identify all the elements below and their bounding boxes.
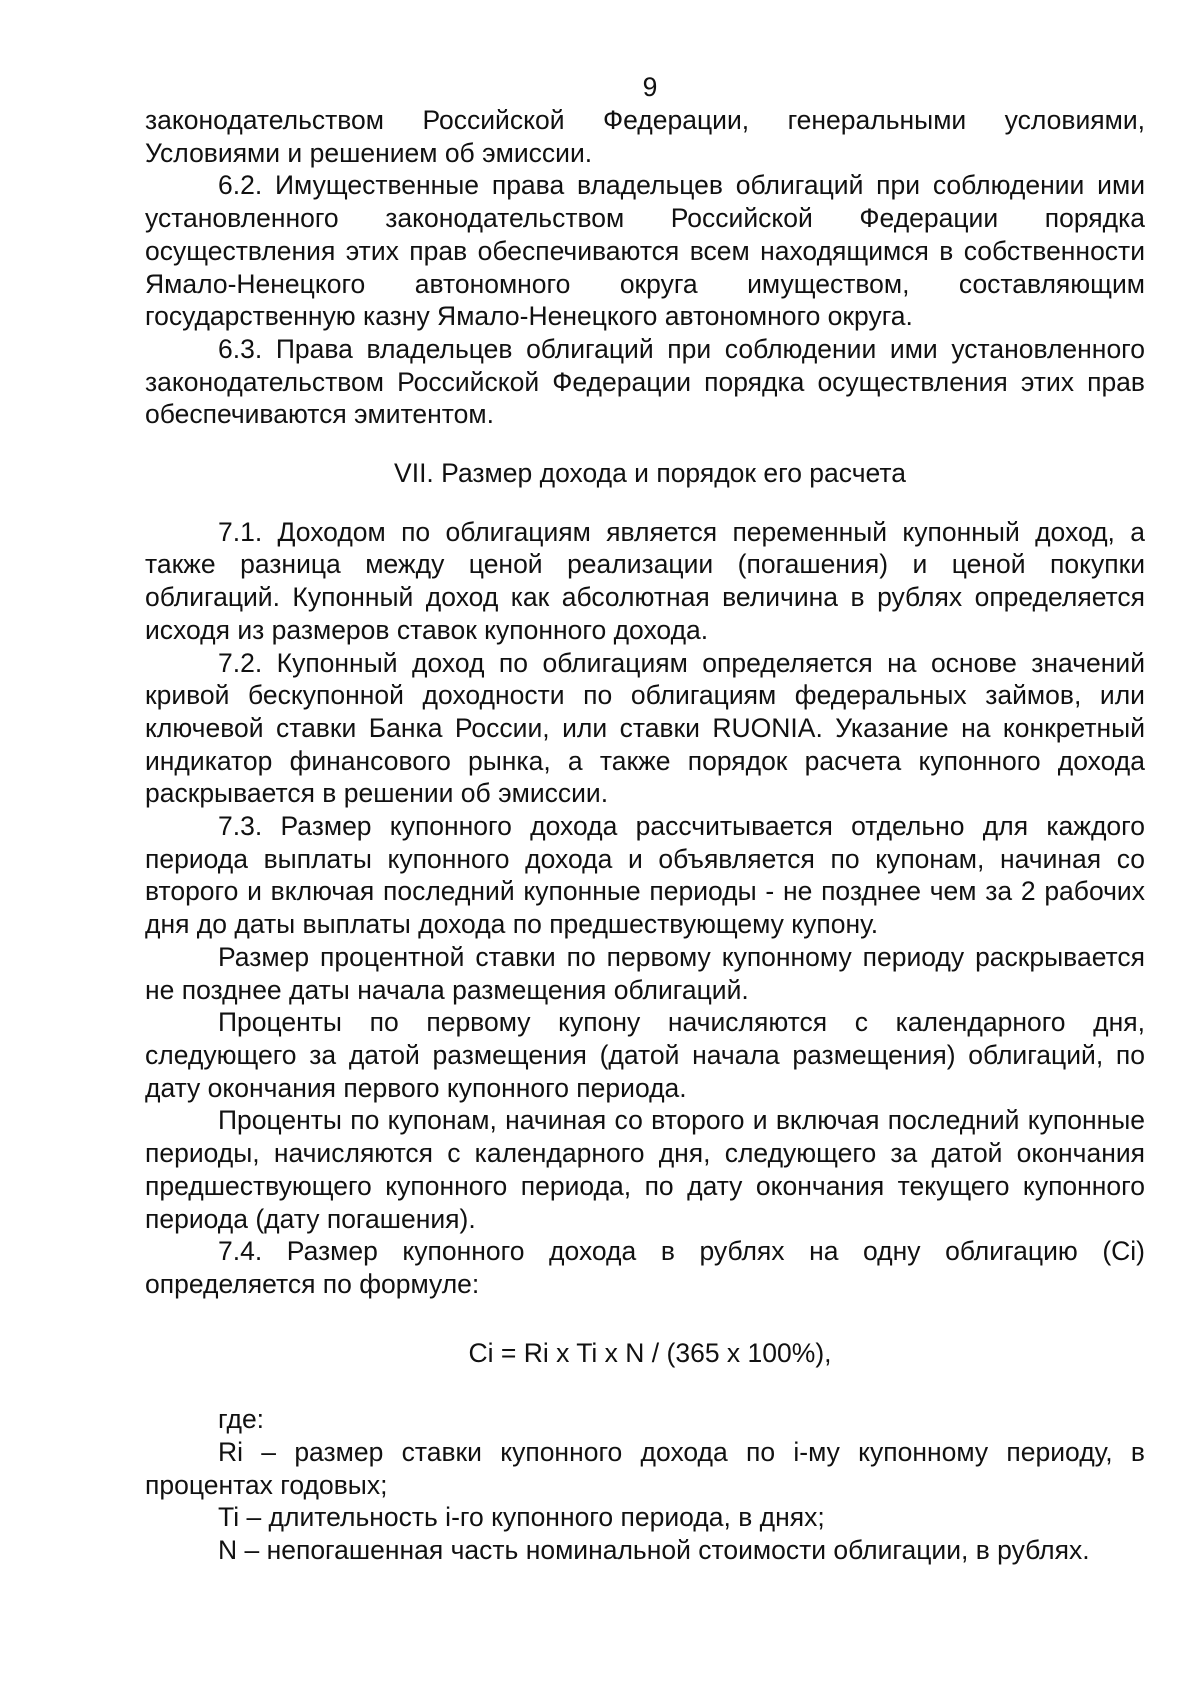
definition-ri: Ri – размер ставки купонного дохода по i-му купонному периоду, в процентах годовых; [145,1437,1145,1500]
paragraph-continuation: законодательством Российской Федерации, генеральными условиями, Условиями и решением об эмиссии. [145,105,1145,168]
paragraph-7-1: 7.1. Доходом по облигациям является переменный купонный доход, а также разница между ценой реализации (погашения) и ценой покупки облигаций. Купонный доход как абсолютная величина в рублях определяется исходя из размеров ставок купонного дохода. [145,516,1145,645]
where-label: где: [218,1404,265,1435]
coupon-formula: Ci = Ri x Ti x N / (365 x 100%), [468,1337,832,1368]
definition-n: N – непогашенная часть номинальной стоимости облигации, в рублях. [218,1535,1090,1566]
paragraph-first-coupon-rate: Размер процентной ставки по первому купонному периоду раскрывается не позднее даты начала размещения облигаций. [145,941,1145,1005]
paragraph-first-coupon-interest: Проценты по первому купону начисляются с календарного дня, следующего за датой размещения (датой начала размещения) облигаций, по дату окончания первого купонного периода. [145,1007,1145,1103]
paragraph-6-2: 6.2. Имущественные права владельцев облигаций при соблюдении ими установленного законодательством Российской Федерации порядка осуществления этих прав обеспечиваются всем находящимся в собственности Ямало-Ненецкого автономного округа имуществом, составляющим государственную казну Ямало-Ненецкого автономного округа. [145,170,1145,332]
section-heading: VII. Размер дохода и порядок его расчета [394,458,906,489]
paragraph-7-3: 7.3. Размер купонного дохода рассчитывается отдельно для каждого периода выплаты купонного дохода и объявляется по купонам, начиная со второго и включая последний купонные периоды - не позднее чем за 2 рабочих дня до даты выплаты дохода по предшествующему купону. [145,811,1145,940]
document-body [145,104,1145,1567]
paragraph-subsequent-coupons: Проценты по купонам, начиная со второго и включая последний купонные периоды, начисляются с календарного дня, следующего за датой окончания предшествующего купонного периода, по дату окончания текущего купонного периода (дату погашения). [145,1105,1145,1234]
definition-ti: Ti – длительность i-го купонного периода, в днях; [218,1502,825,1533]
paragraph-7-4: 7.4. Размер купонного дохода в рублях на одну облигацию (Ci) определяется по формуле: [145,1236,1145,1299]
paragraph-7-2: 7.2. Купонный доход по облигациям определяется на основе значений кривой бескупонной доходности по облигациям федеральных займов, или ключевой ставки Банка России, или ставки RUONIA. Указание на конкретный индикатор финансового рынка, а также порядок расчета купонного дохода раскрывается в решении об эмиссии. [145,647,1145,809]
page-number: 9 [642,72,658,102]
paragraph-6-3: 6.3. Права владельцев облигаций при соблюдении ими установленного законодательством Российской Федерации порядка осуществления этих прав обеспечиваются эмитентом. [145,333,1145,430]
